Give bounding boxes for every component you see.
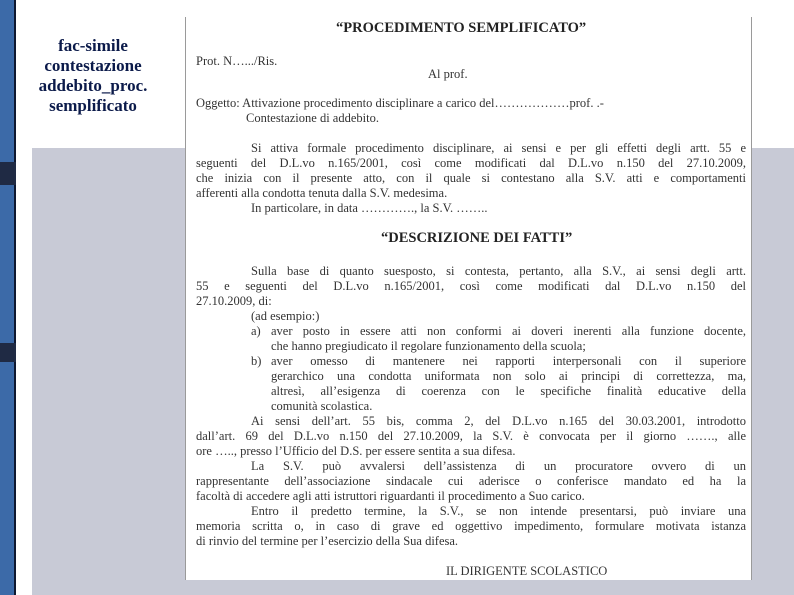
list-item-line: aver omesso di mantenere nei rapporti interpersonali con il superiore xyxy=(271,354,746,368)
slide-title-line: semplificato xyxy=(49,96,137,115)
left-decor-bar xyxy=(0,0,16,595)
facts-line: (ad esempio:) xyxy=(251,309,320,323)
list-marker: b) xyxy=(251,354,262,368)
left-accent-block xyxy=(0,0,16,162)
list-item-line: aver posto in essere atti non conformi ai doveri inerenti alla funzione docente, xyxy=(271,324,746,338)
convocation-line: dall’art. 69 del D.L.vo n.150 del 27.10.2009, la S.V. è convocata per il giorno ……., alle xyxy=(196,429,746,443)
subject-line: Contestazione di addebito. xyxy=(246,111,379,125)
slide-title-line: addebito_proc. xyxy=(38,76,148,95)
facts-line: Sulla base di quanto suesposto, si contesta, pertanto, alla S.V., ai sensi degli artt. xyxy=(251,264,746,278)
left-accent-block xyxy=(0,362,16,595)
list-item-line: comunità scolastica. xyxy=(271,399,373,413)
convocation-line: di rinvio del termine per l’esercizio della Sua difesa. xyxy=(196,534,459,548)
document-heading: “PROCEDIMENTO SEMPLIFICATO” xyxy=(336,20,587,36)
list-marker: a) xyxy=(251,324,261,338)
left-accent-block xyxy=(0,185,16,343)
convocation-line: rappresentante dell’associazione sindacale cui aderisce o conferisce mandato ed ha la xyxy=(196,474,746,488)
intro-line: In particolare, in data …………., la S.V. …….. xyxy=(251,201,488,215)
convocation-line: La S.V. può avvalersi dell’assistenza di un procuratore ovvero di un xyxy=(251,459,746,473)
recipient: Al prof. xyxy=(428,67,468,81)
intro-line: afferenti alla condotta tenuta dalla S.V. medesima. xyxy=(196,186,448,200)
list-item-line: che hanno pregiudicato il regolare funzionamento della scuola; xyxy=(271,339,586,353)
intro-line: seguenti del D.L.vo n.165/2001, così come modificati dal D.L.vo n.150 del 27.10.2009, xyxy=(196,156,746,170)
convocation-line: Entro il predetto termine, la S.V., se non intende presentarsi, può inviare una xyxy=(251,504,746,518)
convocation-line: memoria scritta o, in caso di grave ed oggettivo impedimento, formulare motivata istanza xyxy=(196,519,746,533)
facts-heading: “DESCRIZIONE DEI FATTI” xyxy=(381,230,573,246)
signature: IL DIRIGENTE SCOLASTICO xyxy=(446,564,608,578)
convocation-line: Ai sensi dell’art. 55 bis, comma 2, del D.L.vo n.165 del 30.03.2001, introdotto xyxy=(251,414,746,428)
slide-title-line: fac-simile xyxy=(58,36,128,55)
subject-line: Oggetto: Attivazione procedimento disciplinare a carico del………………prof. .- xyxy=(196,96,604,110)
intro-line: Si attiva formale procedimento disciplinare, ai sensi e per gli effetti degli artt. 55 e xyxy=(251,141,746,155)
intro-line: che inizia con il presente atto, con il quale si contestano alla S.V. atti e comportamenti xyxy=(196,171,746,185)
convocation-line: facoltà di accedere agli atti istruttori riguardanti il procedimento a Suo carico. xyxy=(196,489,585,503)
list-item-line: gerarchico una condotta uniformata non solo ai principi di correttezza, ma, xyxy=(271,369,746,383)
list-item-line: altresì, all’esigenza di coerenza con le specifiche finalità educative della xyxy=(271,384,746,398)
protocol-number: Prot. N….../Ris. xyxy=(196,54,278,68)
slide-title-line: contestazione xyxy=(44,56,142,75)
facts-line: 55 e seguenti del D.L.vo n.165/2001, così come modificati dal D.L.vo n.150 del xyxy=(196,279,746,293)
convocation-line: ore ….., presso l’Ufficio del D.S. per essere sentita a sua difesa. xyxy=(196,444,516,458)
facts-line: 27.10.2009, di: xyxy=(196,294,272,308)
slide-title xyxy=(18,36,168,116)
document-image xyxy=(185,17,752,580)
